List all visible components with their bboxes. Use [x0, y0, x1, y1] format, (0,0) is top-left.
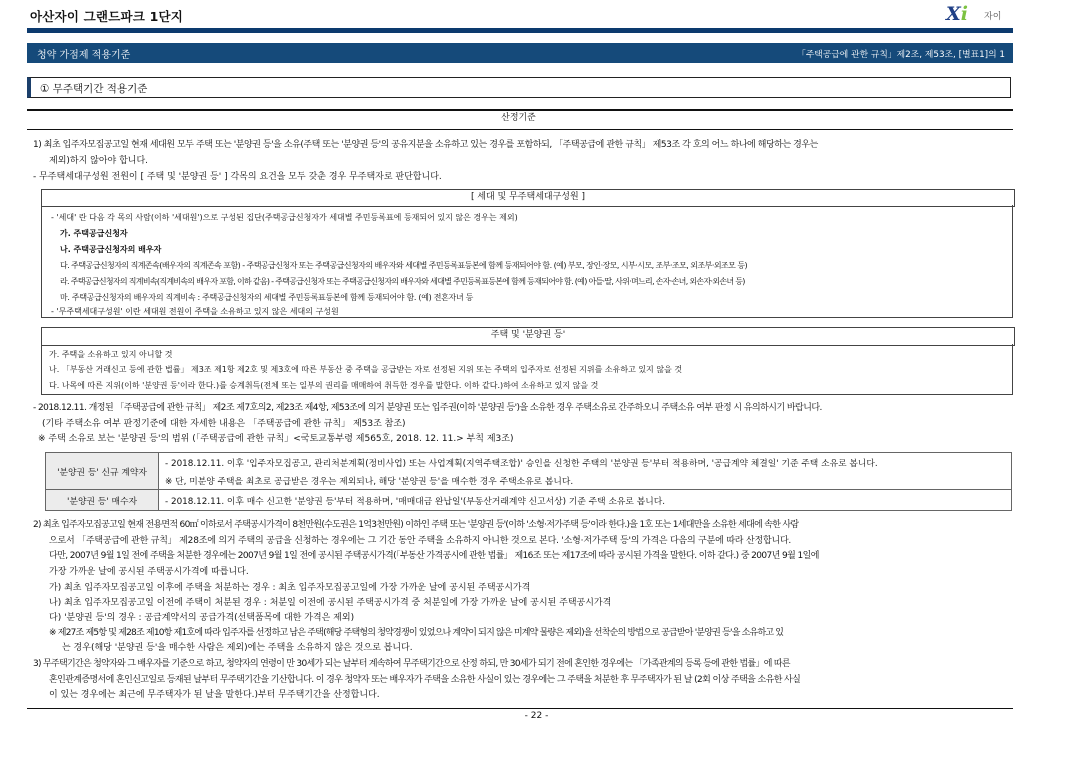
box-border: [1012, 344, 1013, 395]
household-line: - '세대' 란 다음 각 목의 사람(이하 '세대원')으로 구성된 집단(주택공급신청자가 세대별 주민등록표에 등재되어 있지 않은 경우는 제외): [51, 213, 518, 222]
table-cell: - 2018.12.11. 이후 매수 신고한 '분양권 등'부터 적용하며, '매매대금 완납일'(부동산거래계약 신고서상) 기준 주택 소유로 봅니다.: [159, 490, 1012, 511]
note-line: - 2018.12.11. 개정된 「주택공급에 관한 규칙」 제2조 제7호의2, 제23조 제4항, 제53조에 의거 분양권 또는 입주권(이하 '분양권 등')을 소유한 경우 주택소유로 간주하오니 주택소유 여부 판정 시 유의하시기 바랍니다.: [33, 403, 822, 413]
note-line: ※ 주택 소유로 보는 '분양권 등'의 범위 (「주택공급에 관한 규칙」<국토교통부령 제565호, 2018. 12. 11.> 부칙 제3조): [38, 434, 514, 444]
household-item: 다. 주택공급신청자의 직계존속(배우자의 직계존속 포함) - 주택공급신청자 또는 주택공급신청자의 배우자와 세대별 주민등록표등본에 함께 등재되어야 함. (예) 부모, 장인·장모, 시부·시모, 조부·조모, 외조부·외조모 등): [60, 261, 748, 270]
subsection-box: [27, 77, 1011, 98]
note-line: (기타 주택소유 여부 판정기준에 대한 자세한 내용은 「주택공급에 관한 규칙」 제53조 참조): [42, 419, 406, 429]
table-row-head: '분양권 등' 매수자: [46, 490, 159, 511]
household-item: 가. 주택공급신청자: [60, 229, 128, 238]
page-number: - 22 -: [524, 711, 549, 721]
logo-subtext: 자이: [984, 12, 1002, 22]
para-3-line: 혼인관계증명서에 혼인신고일로 등재된 날부터 무주택기간을 기산합니다. 이 경우 청약자 또는 배우자가 주택을 소유한 사실이 있는 경우에는 그 주택을 처분한 후 무주택자가 된 날 (2회 이상 주택을 소유한 사실: [49, 675, 801, 685]
footer-rule: [27, 708, 1013, 709]
para-2-line: ※ 제27조 제5항 및 제28조 제10항 제1호에 따라 입주자를 선정하고 남은 주택(해당 주택형의 청약경쟁이 있었으나 계약이 되지 않은 미계약 물량은 제외)을 선착순의 방법으로 공급받아 '분양권 등'을 소유하고 있: [49, 628, 784, 638]
para-1-line: 제외)하지 않아야 합니다.: [49, 156, 149, 166]
household-item: 나. 주택공급신청자의 배우자: [60, 245, 162, 254]
para-2-line: 다) '분양권 등'의 경우 : 공급계약서의 공급가격(선택품목에 대한 가격은 제외): [49, 613, 355, 623]
para-3-line: 3) 무주택기간은 청약자와 그 배우자를 기준으로 하고, 청약자의 연령이 만 30세가 되는 날부터 계속하여 무주택기간으로 산정 하되, 만 30세가 되기 전에 혼인한 경우에는 「가족관계의 등록 등에 관한 법률」에 따른: [33, 659, 790, 669]
document-title: 아산자이 그랜드파크 1단지: [30, 9, 184, 24]
section-bar: [27, 43, 1013, 63]
xi-logo: [946, 3, 1006, 25]
housing-item: 다. 나목에 따른 지위(이하 '분양권 등'이라 한다.)를 승계취득(전체 또는 일부의 권리를 매매하여 취득한 경우를 말한다. 이하 같다.)하여 소유하고 있지 않을 것: [49, 381, 599, 390]
table-cell: - 2018.12.11. 이후 '입주자모집공고, 관리처분계획(정비사업) 또는 사업계획(지역주택조합)' 승인을 신청한 주택의 '분양권 등'부터 적용하며, '공급계약 체결일' 기준 주택 소유로 봅니다.: [159, 453, 1012, 472]
logo-mark: Xi: [946, 3, 968, 25]
para-2-line: 다만, 2007년 9월 1일 전에 주택을 처분한 경우에는 2007년 9월 1일 전에 공시된 주택공시가격(「부동산 가격공시에 관한 법률」 제16조 또는 제17조에 따라 공시된 가격을 말한다. 이하 같다.) 중 2007년 9월 1일에: [49, 551, 819, 561]
section-reference: 「주택공급에 관한 규칙」제2조, 제53조, [별표1]의 1: [797, 50, 1005, 60]
para-2-line: 가) 최초 입주자모집공고일 이후에 주택을 처분하는 경우 : 최초 입주자모집공고일에 가장 가까운 날에 공시된 주택공시가격: [49, 583, 531, 593]
header-rule: [27, 28, 1013, 33]
box-border: [1012, 205, 1013, 318]
housing-box-title: 주택 및 '분양권 등': [41, 327, 1015, 346]
para-2-line: 가장 가까운 날에 공시된 주택공시가격에 따릅니다.: [49, 567, 249, 577]
rule: [27, 109, 1013, 111]
subsection-title: ① 무주택기간 적용기준: [40, 83, 148, 95]
rule: [27, 129, 1013, 130]
table-cell: ※ 단, 미분양 주택을 최초로 공급받은 경우는 제외되나, 해당 '분양권 등'을 매수한 경우 주택소유로 봅니다.: [159, 471, 1012, 490]
box-border: [41, 317, 1013, 318]
table-row-head: '분양권 등' 신규 계약자: [46, 453, 159, 490]
household-box-title: [ 세대 및 무주택세대구성원 ]: [41, 189, 1015, 207]
housing-item: 나. 「부동산 거래신고 등에 관한 법률」 제3조 제1항 제2호 및 제3호에 따른 부동산 중 주택을 공급받는 자로 선정된 지위 또는 주택의 입주자로 선정된 지위를 소유하고 있지 않을 것: [49, 365, 683, 374]
para-3-line: 이 있는 경우에는 최근에 무주택자가 된 날을 말한다.)부터 무주택기간을 산정합니다.: [49, 690, 380, 700]
household-item: 마. 주택공급신청자의 배우자의 직계비속 : 주택공급신청자의 세대별 주민등록표등본에 함께 등재되어야 함. (예) 전혼자녀 등: [60, 293, 474, 302]
box-border: [41, 344, 42, 395]
criteria-header: 산정기준: [501, 113, 536, 123]
para-1-line: 1) 최초 입주자모집공고일 현재 세대원 모두 주택 또는 '분양권 등'을 소유(주택 또는 '분양권 등'의 공유지분을 소유하고 있는 경우를 포함하되, 「주택공급에 관한 규칙」 제53조 각 호의 어느 하나에 해당하는 경우는: [33, 140, 818, 150]
household-line: - '무주택세대구성원' 이란 세대원 전원이 주택을 소유하고 있지 않은 세대의 구성원: [51, 307, 339, 316]
table-row: [46, 453, 1012, 472]
box-border: [41, 205, 42, 318]
section-title: 청약 가점제 적용기준: [37, 50, 131, 61]
household-item: 라. 주택공급신청자의 직계비속(직계비속의 배우자 포함, 이하 같음) - 주택공급신청자 또는 주택공급신청자의 배우자와 세대별 주민등록표등본에 함께 등재되어야 함. (예) 아들·딸, 사위·며느리, 손자·손녀, 외손자·외손녀 등): [60, 277, 745, 286]
table-row: [46, 490, 1012, 511]
presale-rights-table: [45, 452, 1012, 511]
para-2-line: 나) 최초 입주자모집공고일 이전에 주택이 처분된 경우 : 처분일 이전에 공시된 주택공시가격 중 처분일에 가장 가까운 날에 공시된 주택공시가격: [49, 598, 612, 608]
table-row: [46, 471, 1012, 490]
para-2-line: 으로서 「주택공급에 관한 규칙」 제28조에 의거 주택의 공급을 신청하는 경우에는 그 기간 동안 주택을 소유하지 아니한 것으로 본다. '소형·저가주택 등'의 가격은 다음의 구분에 따라 산정합니다.: [49, 536, 792, 546]
para-2-line: 는 경우(해당 '분양권 등'을 매수한 사람은 제외)에는 주택을 소유하지 않은 것으로 봅니다.: [62, 643, 413, 653]
para-1-line: - 무주택세대구성원 전원이 [ 주택 및 '분양권 등' ] 각목의 요건을 모두 갖춘 경우 무주택자로 판단합니다.: [33, 172, 442, 182]
para-2-line: 2) 최초 입주자모집공고일 현재 전용면적 60㎡ 이하로서 주택공시가격이 8천만원(수도권은 1억3천만원) 이하인 주택 또는 '분양권 등'(이하 '소형·저가주택 등'이라 한다.)을 1호 또는 1세대만을 소유한 세대에 속한 사람: [33, 520, 799, 530]
housing-item: 가. 주택을 소유하고 있지 아니할 것: [49, 350, 173, 359]
box-border: [41, 394, 1013, 395]
